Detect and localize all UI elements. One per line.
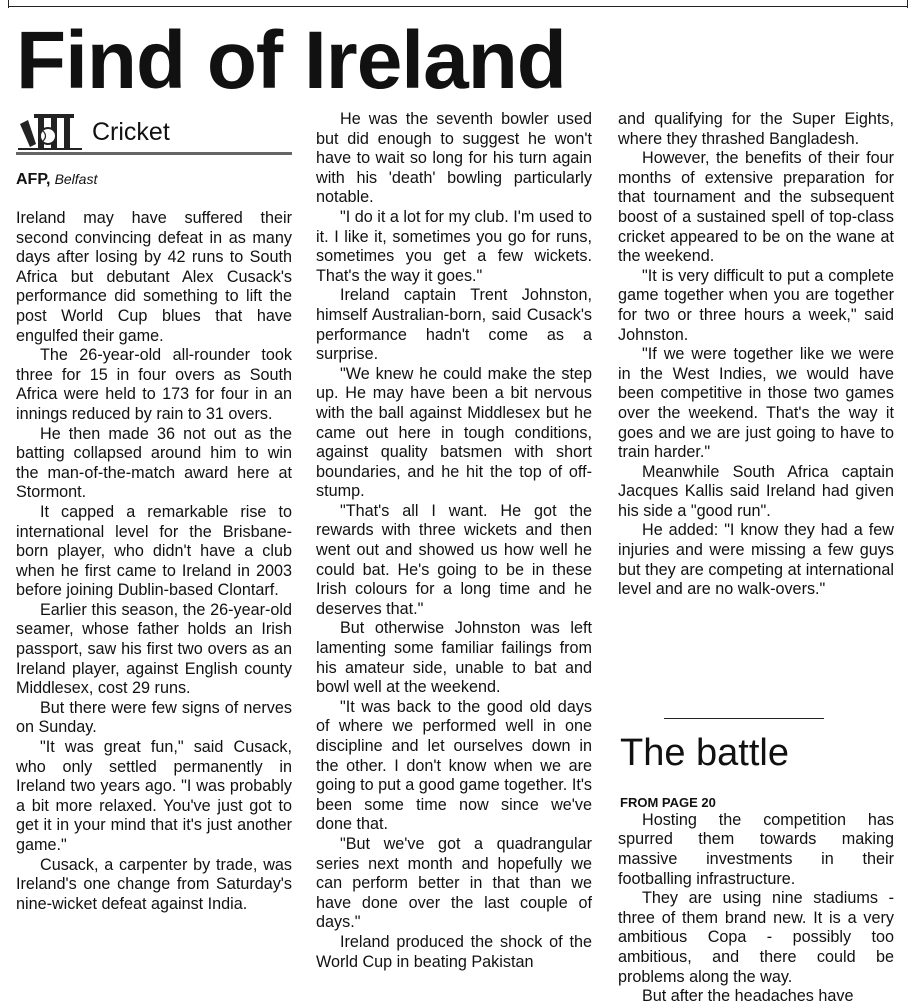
column-3 bbox=[618, 110, 894, 1007]
paragraph: "But we've got a quadrangular series next month and hopefully we can perform better in that than we have done over the last couple of days." bbox=[316, 834, 592, 932]
paragraph: He then made 36 not out as the batting collapsed around him to win the man-of-the-match award here at Stormont. bbox=[16, 424, 292, 502]
paragraph: They are using nine stadiums - three of them brand new. It is a very ambitious Copa - possibly too ambitious, and there could be problems along the way. bbox=[618, 889, 894, 986]
paragraph: Hosting the competition has spurred them towards making massive investments in their footballing infrastructure. bbox=[618, 810, 894, 888]
paragraph: He was the seventh bowler used but did enough to suggest he won't have to wait so long for his turn again with his 'death' bowling particularly notable. bbox=[316, 110, 592, 207]
story-divider bbox=[664, 718, 824, 719]
byline-place: Belfast bbox=[54, 171, 98, 187]
paragraph: Cusack, a carpenter by trade, was Ireland's one change from Saturday's nine-wicket defeat against India. bbox=[16, 855, 292, 913]
paragraph: Ireland produced the shock of the World Cup in beating Pakistan bbox=[316, 932, 592, 971]
top-rule bbox=[8, 6, 908, 7]
paragraph: "If we were together like we were in the West Indies, we would have been competitive in those two games over the weekend. That's the way it goes and we are just going to have to train harder." bbox=[618, 345, 894, 462]
paragraph: The 26-year-old all-rounder took three for 15 in four overs as South Africa were held to 173 for four in an innings reduced by rain to 31 overs. bbox=[16, 346, 292, 423]
paragraph: Meanwhile South Africa captain Jacques Kallis said Ireland had given his side a "good run". bbox=[618, 462, 894, 520]
paragraph: However, the benefits of their four months of extensive preparation for that tournament and the subsequent boost of a sustained spell of top-class cricket appeared to be on the wane at the weekend. bbox=[618, 149, 894, 266]
headline: Find of Ireland bbox=[16, 15, 566, 106]
section-label: Cricket bbox=[92, 118, 170, 146]
cricket-logo-icon bbox=[18, 114, 88, 150]
paragraph: Ireland may have suffered their second convincing defeat in as many days after losing by 42 runs to South Africa but debutant Alex Cusack's performance did something to lift the post World Cup blues that have engulfed their game. bbox=[16, 209, 292, 345]
paragraph: Earlier this season, the 26-year-old seamer, whose father holds an Irish passport, saw his first two overs as an Ireland player, against English county Middlesex, cost 29 runs. bbox=[16, 600, 292, 698]
paragraph: "We knew he could make the step up. He may have been a bit nervous with the ball against Middlesex but he came out here in tough conditions, against quality batsmen with short boundaries, and he hit the top of off-stump. bbox=[316, 364, 592, 501]
paragraph: Ireland captain Trent Johnston, himself Australian-born, said Cusack's performance hadn't come as a surprise. bbox=[316, 286, 592, 364]
paragraph: and qualifying for the Super Eights, where they thrashed Bangladesh. bbox=[618, 110, 894, 148]
battle-headline: The battle bbox=[620, 731, 789, 774]
paragraph: He added: "I know they had a few injuries and were missing a few guys but they are competing at international level and are no walk-overs." bbox=[618, 521, 894, 599]
paragraph: "That's all I want. He got the rewards with three wickets and then went out and showed us how well he could bat. He's going to be in these Irish colours for a long time and he deserves that." bbox=[316, 501, 592, 618]
jump-line: FROM PAGE 20 bbox=[620, 794, 716, 810]
paragraph: "It was great fun," said Cusack, who only settled permanently in Ireland two years ago. "I was probably a bit more relaxed. You've just got to get it in your mind that it's just another game." bbox=[16, 738, 292, 854]
paragraph: It capped a remarkable rise to international level for the Brisbane-born player, who didn't have a club when he first came to Ireland in 2003 before joining Dublin-based Clontarf. bbox=[16, 502, 292, 600]
byline-agency: AFP, bbox=[16, 171, 51, 188]
top-rule-right bbox=[907, 0, 908, 8]
paragraph: But after the headaches have bbox=[642, 987, 854, 1006]
paragraph: But there were few signs of nerves on Sunday. bbox=[16, 698, 292, 737]
column-2 bbox=[316, 110, 592, 972]
section-header bbox=[16, 112, 292, 155]
paragraph: "It is very difficult to put a complete game together when you are together for two or three hours a week," said Johnston. bbox=[618, 266, 894, 344]
paragraph: But otherwise Johnston was left lamenting some familiar failings from his amateur side, unable to bat and bowl well at the weekend. bbox=[316, 619, 592, 697]
paragraph: "It was back to the good old days of where we performed well in one discipline and let ourselves down in the other. I don't know when we are going to put a good game together. It's been some time now since we've done that. bbox=[316, 697, 592, 834]
paragraph: "I do it a lot for my club. I'm used to it. I like it, sometimes you go for runs, sometimes you get a few wickets. That's the way it goes." bbox=[316, 207, 592, 285]
column-1 bbox=[16, 110, 292, 914]
byline bbox=[16, 171, 292, 189]
